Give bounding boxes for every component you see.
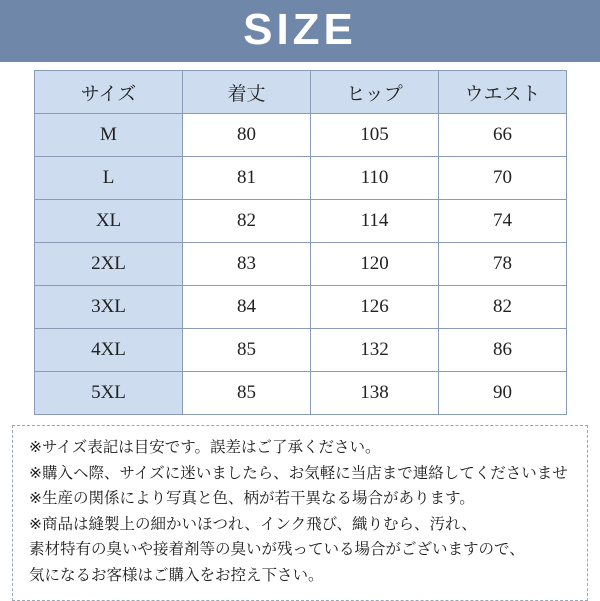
cell-length: 80	[183, 114, 311, 157]
table-row	[35, 329, 567, 372]
note-line: ※商品は縫製上の細かいほつれ、インク飛び、織りむら、汚れ、	[29, 515, 477, 533]
table-row	[35, 243, 567, 286]
column-header-length: 着丈	[183, 71, 311, 114]
table-row	[35, 114, 567, 157]
cell-waist: 90	[439, 372, 567, 415]
column-header-waist: ウエスト	[439, 71, 567, 114]
cell-hip: 120	[311, 243, 439, 286]
note-line: 気になるお客様はご購入をお控え下さい。	[29, 566, 324, 584]
cell-hip: 138	[311, 372, 439, 415]
cell-hip: 126	[311, 286, 439, 329]
note-line: ※購入ヘ際、サイズに迷いましたら、お気軽に当店まで連絡してくださいませ	[29, 464, 568, 482]
cell-size: 3XL	[35, 286, 183, 329]
table-body	[35, 114, 567, 415]
cell-size: M	[35, 114, 183, 157]
cell-size: 2XL	[35, 243, 183, 286]
cell-length: 83	[183, 243, 311, 286]
cell-length: 81	[183, 157, 311, 200]
cell-hip: 105	[311, 114, 439, 157]
cell-size: XL	[35, 200, 183, 243]
cell-length: 84	[183, 286, 311, 329]
table-row	[35, 157, 567, 200]
table-header-row	[35, 71, 567, 114]
table-header	[35, 71, 567, 114]
cell-length: 82	[183, 200, 311, 243]
size-banner	[0, 0, 600, 62]
cell-waist: 86	[439, 329, 567, 372]
cell-waist: 82	[439, 286, 567, 329]
cell-waist: 74	[439, 200, 567, 243]
table-row	[35, 286, 567, 329]
cell-length: 85	[183, 329, 311, 372]
note-line: ※サイズ表記は目安です。誤差はご了承ください。	[29, 439, 381, 456]
page-title: SIZE	[243, 5, 357, 54]
size-table	[34, 70, 567, 415]
column-header-hip: ヒップ	[311, 71, 439, 114]
cell-hip: 110	[311, 157, 439, 200]
column-header-size: サイズ	[35, 71, 183, 114]
cell-hip: 114	[311, 200, 439, 243]
cell-waist: 70	[439, 157, 567, 200]
table-row	[35, 200, 567, 243]
cell-hip: 132	[311, 329, 439, 372]
note-line: 素材特有の臭いや接着剤等の臭いが残っている場合がございますので、	[29, 541, 525, 558]
size-table-container	[0, 62, 600, 415]
cell-waist: 66	[439, 114, 567, 157]
notes-box	[12, 425, 588, 601]
note-line: ※生産の関係により写真と色、柄が若干異なる場合があります。	[29, 490, 475, 507]
cell-size: 4XL	[35, 329, 183, 372]
cell-length: 85	[183, 372, 311, 415]
cell-waist: 78	[439, 243, 567, 286]
table-row	[35, 372, 567, 415]
cell-size: 5XL	[35, 372, 183, 415]
cell-size: L	[35, 157, 183, 200]
